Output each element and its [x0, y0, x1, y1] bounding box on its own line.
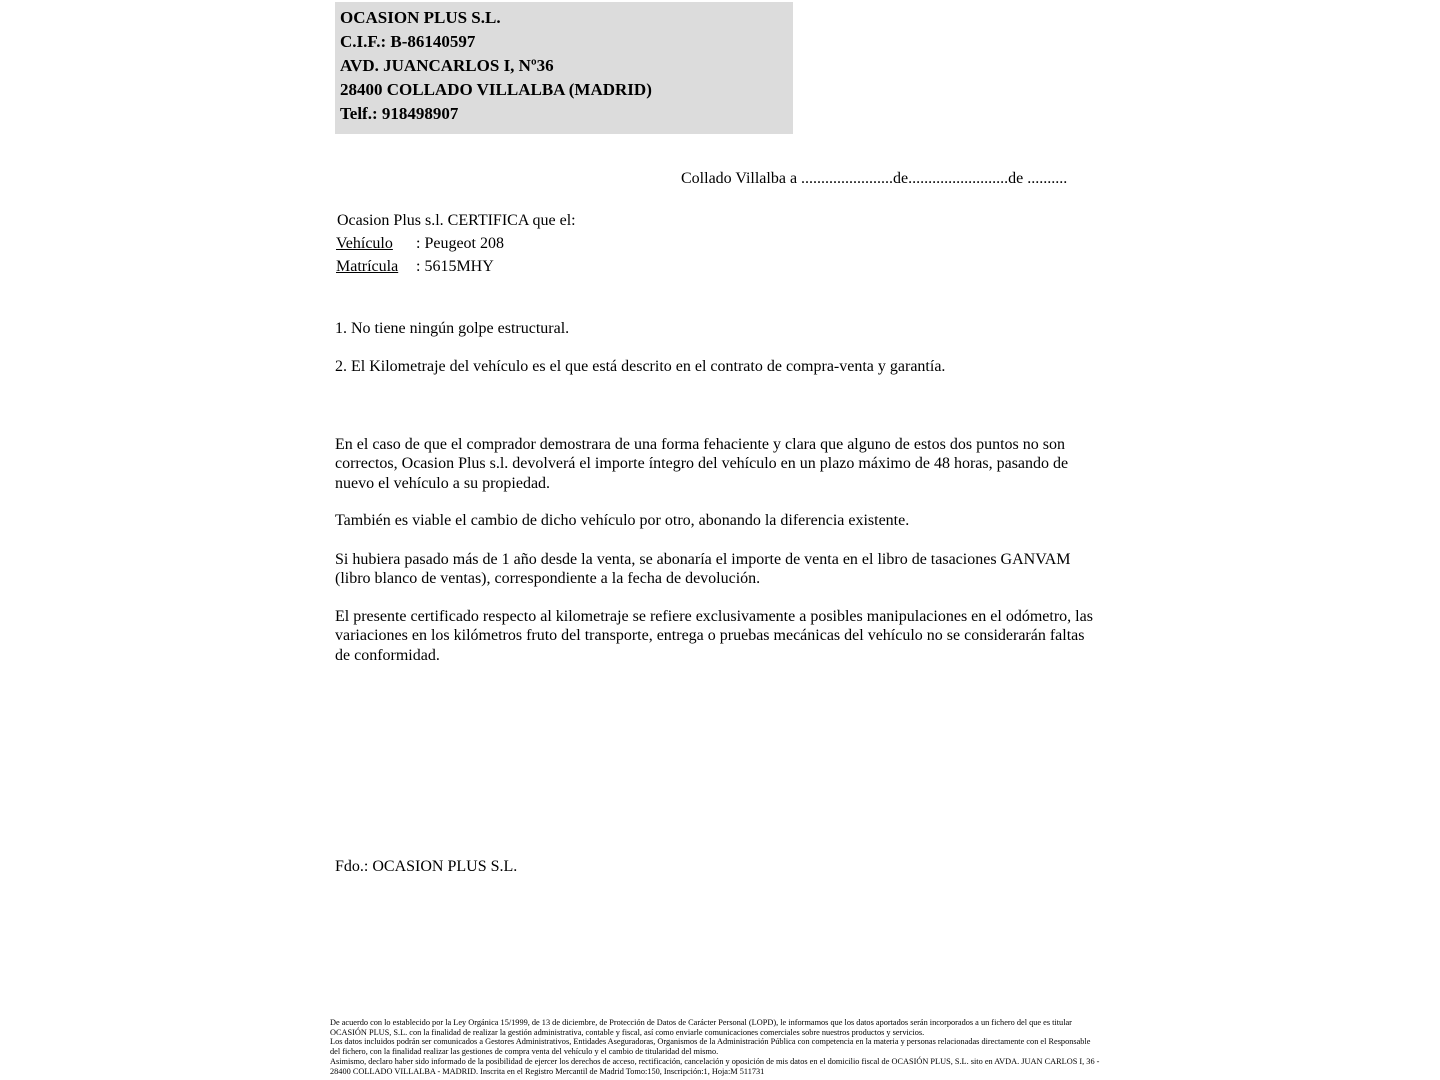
legal-paragraph-lopd: De acuerdo con lo establecido por la Ley Orgánica 15/1999, de 13 de diciembre, de Protección de Datos de Carácter Personal (LOPD), le informamos que los datos aportados serán incorporados a un fichero del que es titular OCASIÓN PLUS, S.L. con la finalidad de realizar la gestión administrativa, contable y fiscal, así como enviarle comunicaciones comerciales sobre nuestros productos y servicios.	[330, 1018, 1072, 1037]
vehicle-label: Vehículo	[336, 235, 393, 252]
vehicle-value: : Peugeot 208	[416, 235, 504, 252]
paragraph-ganvam-clause: Si hubiera pasado más de 1 año desde la venta, se abonaría el importe de venta en el libro de tasaciones GANVAM (libro blanco de ventas), correspondiente a la fecha de devolución.	[335, 551, 1071, 588]
plate-field-row	[336, 258, 494, 276]
company-cif: C.I.F.: B-86140597	[340, 32, 476, 51]
certifies-intro: Ocasion Plus s.l. CERTIFICA que el:	[337, 212, 576, 229]
plate-value: : 5615MHY	[416, 258, 494, 275]
paragraph-odometer-clause: El presente certificado respecto al kilometraje se refiere exclusivamente a posibles manipulaciones en el odómetro, las variaciones en los kilómetros fruto del transporte, entrega o pruebas mecánicas del vehículo no se considerarán faltas de conformidad.	[335, 608, 1093, 664]
legal-fine-print	[330, 1018, 1102, 1076]
paragraph-refund-clause: En el caso de que el comprador demostrara de una forma fehaciente y clara que alguno de estos dos puntos no son correctos, Ocasion Plus s.l. devolverá el importe íntegro del vehículo en un plazo máximo de 48 horas, pasando de nuevo el vehículo a su propiedad.	[335, 436, 1069, 492]
legal-paragraph-data-sharing: Los datos incluidos podrán ser comunicados a Gestores Administrativos, Entidades Aseguradoras, Organismos de la Administración Pública con competencia en la materia y personas relacionadas directamente con el Responsable del fichero, con la finalidad realizar las gestiones de compra venta del vehículo y el cambio de titularidad del mismo.	[330, 1037, 1091, 1057]
company-address: AVD. JUANCARLOS I, Nº36	[340, 56, 554, 75]
date-fill-in-line: Collado Villalba a .......................de.........................de ..........	[681, 170, 1068, 187]
vehicle-field-row	[336, 235, 504, 253]
certified-point-2: 2. El Kilometraje del vehículo es el que está descrito en el contrato de compra-venta y garantía.	[335, 358, 946, 375]
company-header-block	[335, 2, 793, 134]
paragraph-exchange-clause: También es viable el cambio de dicho vehículo por otro, abonando la diferencia existente.	[335, 512, 910, 529]
legal-paragraph-rights: Asimismo, declaro haber sido informado de la posibilidad de ejercer los derechos de acceso, rectificación, cancelación y oposición de mis datos en el domicilio fiscal de OCASIÓN PLUS, S.L. sito en AVDA. JUAN CARLOS I, 36 - 28400 COLLADO VILLALBA - MADRID. Inscrita en el Registro Mercantil de Madrid Tomo:150, Inscripción:1, Hoja:M 511731	[330, 1056, 1100, 1076]
plate-label: Matrícula	[336, 258, 399, 275]
signature-line: Fdo.: OCASION PLUS S.L.	[335, 858, 518, 875]
company-phone: Telf.: 918498907	[340, 104, 459, 123]
company-city: 28400 COLLADO VILLALBA (MADRID)	[340, 80, 652, 99]
company-name: OCASION PLUS S.L.	[340, 8, 501, 27]
certified-point-1: 1. No tiene ningún golpe estructural.	[335, 320, 570, 337]
